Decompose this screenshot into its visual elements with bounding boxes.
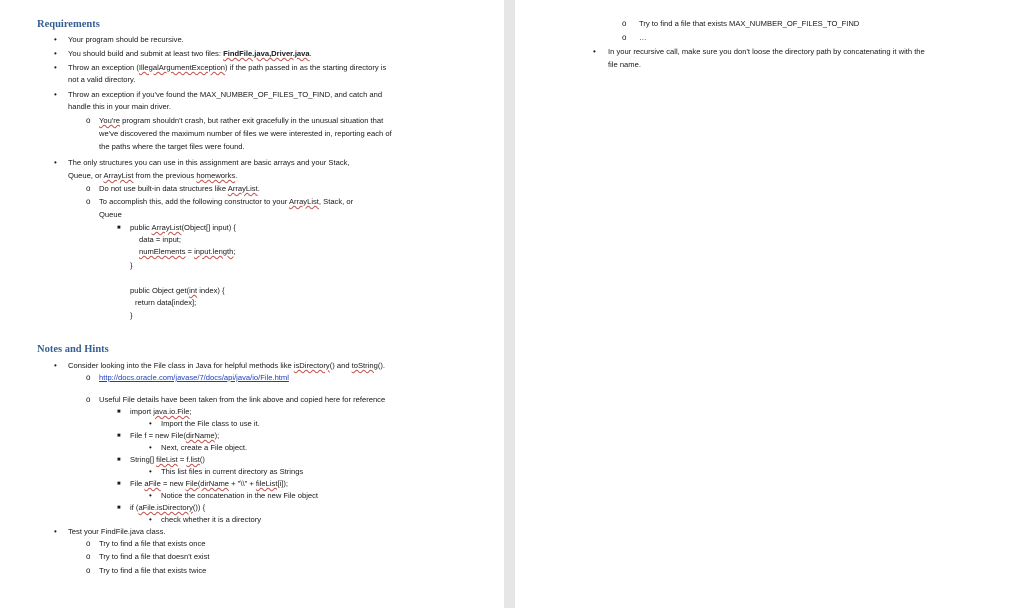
notes-test-text: Test your FindFile.java class. [68,527,166,536]
req-structures-text-cont: Queue, or ArrayList from the previous homeworks. [68,171,238,180]
code-close-brace: } [130,311,133,320]
req-constructor-text: To accomplish this, add the following constructor to your ArrayList, Stack, or [99,197,354,206]
bullet-icon: • [149,419,152,428]
notes-new-file-line: File f = new File(dirName); [130,431,220,440]
bullet-icon: • [149,467,152,476]
square-bullet-icon: ■ [117,225,121,231]
req-files-text: You should build and submit at least two files: FindFile.java,Driver.java. [68,49,312,58]
right-recursive-call-text: In your recursive call, make sure you don't loose the directory path by concatenating it with the [608,47,925,56]
notes-isdirectory-desc: check whether it is a directory [161,515,262,524]
notes-test-none: Try to find a file that doesn't exist [99,552,210,561]
bullet-icon: • [149,443,152,452]
bullet-icon: • [149,515,152,524]
code-close-brace: } [130,261,133,270]
bullet-icon: • [54,63,57,72]
notes-isdirectory-line: if (aFile.isDirectory()) { [130,503,206,512]
bullet-icon: • [593,47,596,56]
circle-bullet-icon: o [622,33,627,42]
code-numelements-line: numElements = input.length; [139,247,236,256]
req-exception-text-cont: not a valid directory. [68,75,136,84]
circle-bullet-icon: o [622,19,627,28]
circle-bullet-icon: o [86,116,91,125]
document-page-right [515,0,1024,608]
bullet-icon: • [54,527,57,536]
req-structures-text: The only structures you can use in this assignment are basic arrays and your Stack, [68,158,350,167]
notes-afile-line: File aFile = new File(dirName + "\\" + fileList[i]); [130,479,288,488]
code-get-line: public Object get(int index) { [130,286,225,295]
notes-heading: Notes and Hints [37,344,109,355]
circle-bullet-icon: o [86,197,91,206]
notes-file-list-line: String[] fileList = f.list() [130,455,205,464]
req-max-files-text: Throw an exception if you've found the MAX_NUMBER_OF_FILES_TO_FIND, and catch and [68,90,383,99]
req-max-files-text-cont: handle this in your main driver. [68,102,171,111]
bullet-icon: • [54,35,57,44]
req-constructor-text-cont: Queue [99,210,122,219]
javadoc-link[interactable]: http://docs.oracle.com/javase/7/docs/api/java/io/File.html [99,373,289,382]
req-exception-text: Throw an exception (IllegalArgumentException) if the path passed in as the starting directory is [68,63,387,72]
square-bullet-icon: ■ [117,457,121,463]
notes-import-line: import java.io.File; [130,407,192,416]
right-ellipsis: … [639,33,647,42]
square-bullet-icon: ■ [117,409,121,415]
circle-bullet-icon: o [86,373,91,382]
right-test-max-files: Try to find a file that exists MAX_NUMBER_OF_FILES_TO_FIND [639,19,860,28]
circle-bullet-icon: o [86,566,91,575]
bullet-icon: • [54,49,57,58]
requirements-heading: Requirements [37,19,100,30]
document-page-left [0,0,504,608]
req-graceful-text-cont: we've discovered the maximum number of files we were interested in, reporting each of [99,129,392,138]
code-return-line: return data[index]; [135,298,197,307]
circle-bullet-icon: o [86,552,91,561]
notes-test-twice: Try to find a file that exists twice [99,566,207,575]
bullet-icon: • [54,90,57,99]
circle-bullet-icon: o [86,184,91,193]
right-recursive-call-text-cont: file name. [608,60,641,69]
code-data-line: data = input; [139,235,182,244]
req-graceful-text-cont2: the paths where the target files were found. [99,142,245,151]
req-graceful-text: You're program shouldn't crash, but rather exit gracefully in the unusual situation that [99,116,384,125]
req-recursive-text: Your program should be recursive. [68,35,184,44]
square-bullet-icon: ■ [117,481,121,487]
bullet-icon: • [54,361,57,370]
circle-bullet-icon: o [86,395,91,404]
square-bullet-icon: ■ [117,505,121,511]
circle-bullet-icon: o [86,539,91,548]
req-no-builtin-text: Do not use built-in data structures like ArrayList. [99,184,260,193]
notes-useful-text: Useful File details have been taken from the link above and copied here for reference [99,395,386,404]
code-constructor-line: public ArrayList(Object[] input) { [130,223,236,232]
notes-import-desc: Import the File class to use it. [161,419,260,428]
notes-file-list-desc: This list files in current directory as Strings [161,467,304,476]
square-bullet-icon: ■ [117,433,121,439]
bullet-icon: • [54,158,57,167]
notes-new-file-desc: Next, create a File object. [161,443,248,452]
notes-afile-desc: Notice the concatenation in the new File object [161,491,319,500]
notes-file-class-text: Consider looking into the File class in Java for helpful methods like isDirectory() and toString(). [68,361,385,370]
bullet-icon: • [149,491,152,500]
notes-test-once: Try to find a file that exists once [99,539,206,548]
